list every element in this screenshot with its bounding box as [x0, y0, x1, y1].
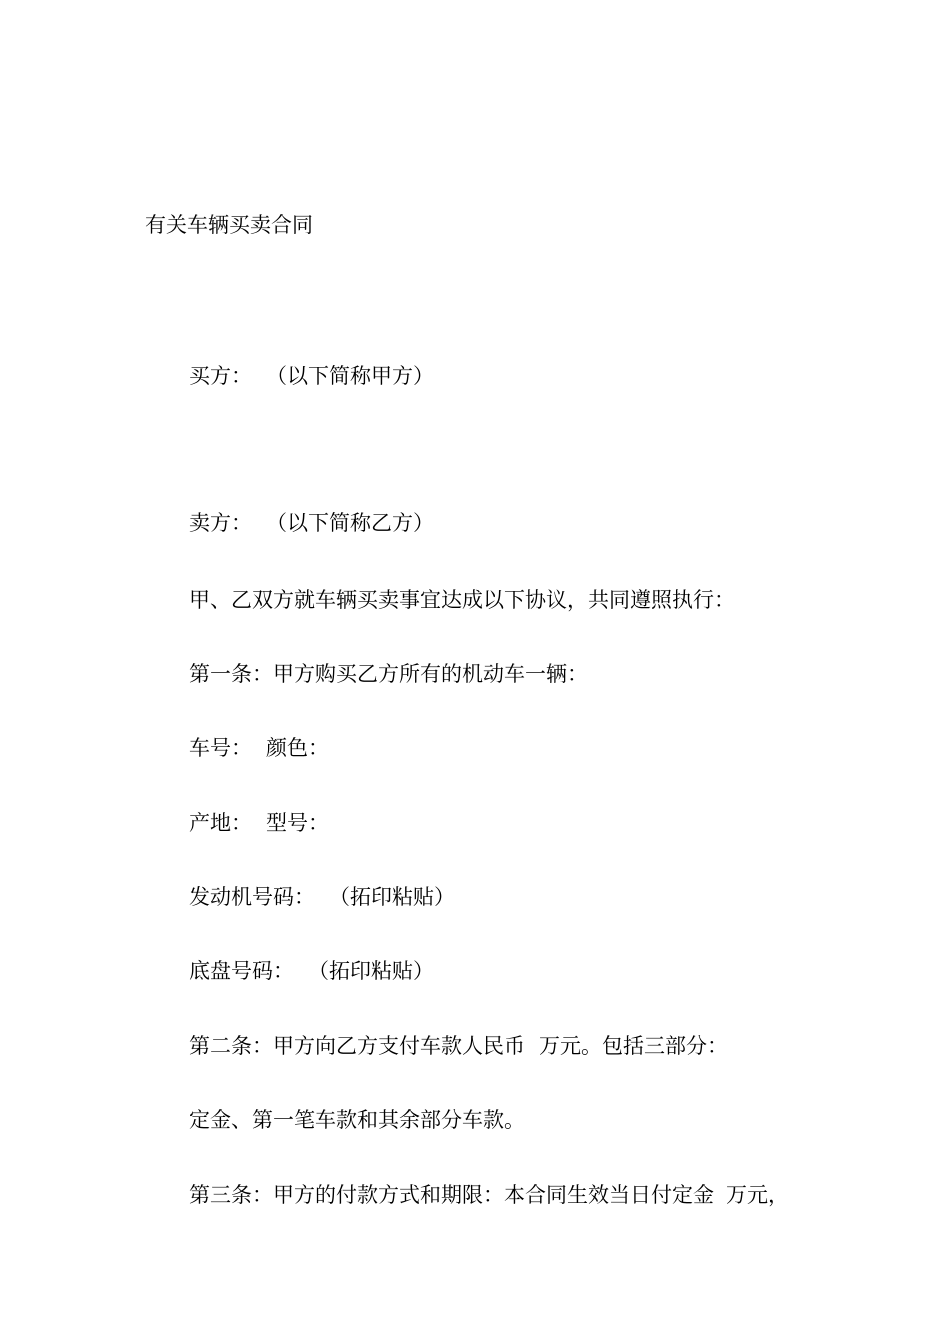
plate-label: 车号：	[189, 736, 252, 760]
seller-label: 卖方：	[189, 511, 252, 535]
seller-note: （以下简称乙方）	[266, 511, 434, 535]
chassis-label: 底盘号码：	[189, 959, 294, 983]
chassis-note: （拓印粘贴）	[308, 959, 434, 983]
plate-color-line	[189, 734, 329, 762]
document-title: 有关车辆买卖合同	[145, 213, 313, 237]
intro-paragraph: 甲、乙双方就车辆买卖事宜达成以下协议，共同遵照执行：	[189, 588, 735, 612]
article-3-part1: 第三条：甲方的付款方式和期限：本合同生效当日付定金	[189, 1183, 714, 1207]
buyer-line	[189, 362, 434, 390]
engine-note: （拓印粘贴）	[329, 885, 455, 909]
article-2-part1: 第二条：甲方向乙方支付车款人民币	[189, 1034, 525, 1058]
origin-model-line	[189, 809, 329, 837]
article-3	[189, 1181, 789, 1209]
engine-label: 发动机号码：	[189, 885, 315, 909]
article-3-part2: 万元，	[726, 1183, 789, 1207]
engine-number-line	[189, 883, 455, 911]
chassis-number-line	[189, 957, 434, 985]
model-label: 型号：	[266, 811, 329, 835]
origin-label: 产地：	[189, 811, 252, 835]
buyer-label: 买方：	[189, 364, 252, 388]
article-1: 第一条：甲方购买乙方所有的机动车一辆：	[189, 662, 588, 686]
color-label: 颜色：	[266, 736, 329, 760]
article-2-continuation: 定金、第一笔车款和其余部分车款。	[189, 1108, 525, 1132]
article-2	[189, 1032, 728, 1060]
article-2-part2: 万元。包括三部分：	[539, 1034, 728, 1058]
seller-line	[189, 509, 434, 537]
buyer-note: （以下简称甲方）	[266, 364, 434, 388]
